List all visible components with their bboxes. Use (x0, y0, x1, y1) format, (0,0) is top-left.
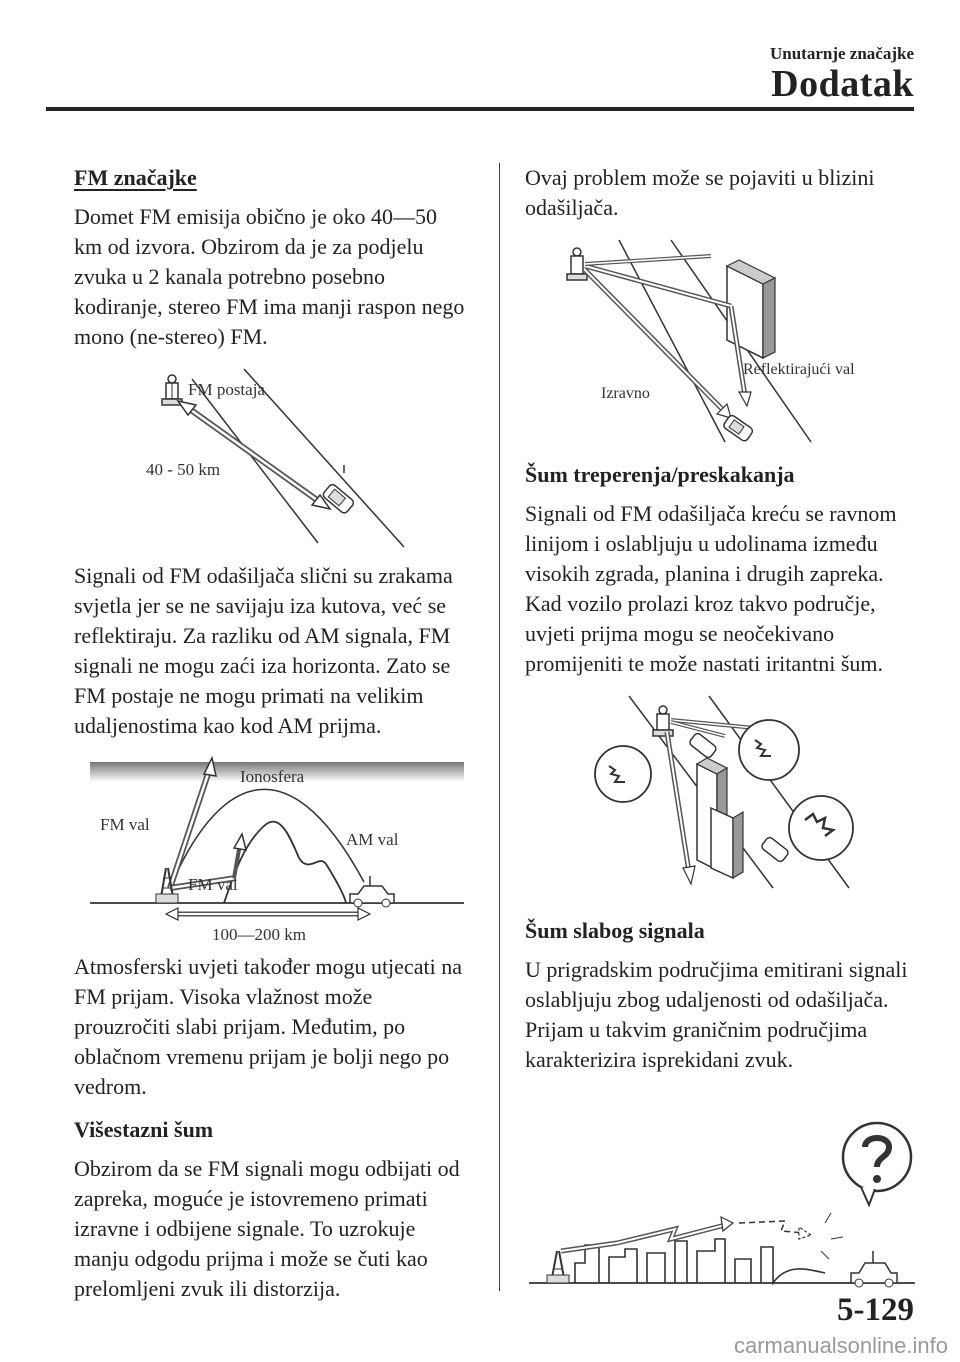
flutter-heading: Šum treperenja/preskakanja (525, 462, 795, 487)
near-transmitter-paragraph: Ovaj problem može se pojaviti u blizini odašiljača. (525, 165, 875, 220)
range-label: 40 - 50 km (146, 460, 221, 479)
am-wave-label: AM val (346, 830, 399, 849)
fm-range-figure (74, 365, 466, 553)
fm-wave-label-2: FM val (188, 875, 238, 894)
right-column (525, 163, 917, 1303)
column-divider (499, 163, 500, 1291)
fm-tower-icon (653, 706, 673, 736)
page-number: 5-129 (837, 1292, 914, 1328)
fm-tower-icon (567, 248, 587, 280)
watermark: carmanualsonline.info (733, 1333, 948, 1358)
fm-heading: FM značajke (74, 165, 197, 190)
header-rule (46, 107, 914, 111)
chapter-title: Dodatak (771, 63, 914, 105)
car-icon (722, 414, 754, 442)
question-bubble-icon (843, 1123, 911, 1205)
distance-label: 100―200 km (212, 925, 306, 944)
building-icon (697, 758, 743, 878)
fm-station-label: FM postaja (188, 380, 265, 399)
left-column (74, 163, 466, 1317)
car-icon (350, 876, 394, 907)
weak-signal-diagram (525, 1113, 917, 1303)
weak-signal-heading: Šum slabog signala (525, 918, 705, 943)
reflected-wave-label: Reflektirajući val (743, 361, 855, 378)
fm-tower-icon (547, 1251, 569, 1283)
car-icon (851, 1251, 897, 1287)
ionosphere-label: Ionosfera (240, 767, 305, 786)
fm-range-diagram (74, 365, 466, 553)
multipath-heading: Višestazni šum (74, 1117, 214, 1142)
flutter-figure (525, 692, 917, 892)
fm-wave-label: FM val (100, 815, 150, 834)
fm-range-paragraph: Domet FM emisija obično je oko 40―50 km od izvora. Obzirom da je za podjelu zvuka u 2 kanala potrebno posebno kodiranje, stereo FM ima manji raspon nego mono (ne-stereo) FM. (74, 204, 465, 349)
multipath-paragraph: Obzirom da se FM signali mogu odbijati od zapreka, moguće je istovremeno primati izravne i odbijene signale. To uzrokuje manju odgodu prijma i može se čuti kao prelomljeni zvuk ili distorzija. (74, 1156, 460, 1301)
car-icon (760, 836, 789, 863)
flutter-paragraph: Signali od FM odašiljača kreću se ravnom linijom i oslabljuju u udolinama između visokih zgrada, planina i drugih zapreka. Kad vozilo prolazi kroz takvo područje, uvjeti prijma mogu se neočekivano promijeniti te može nastati iritantni šum. (525, 501, 897, 676)
weak-signal-figure (525, 1113, 917, 1303)
building-icon (727, 260, 775, 358)
section-title: Unutarnje značajke (769, 44, 914, 63)
direct-wave-label: Izravno (601, 385, 650, 402)
fm-light-paragraph: Signali od FM odašiljača slični su zrakama svjetla jer se ne savijaju iza kutova, već se reflektiraju. Za razliku od AM signala, FM signali ne mogu zaći iza horizonta. Zato se FM postaje ne mogu primati na velikim udaljenostima kao kod AM prijma. (74, 563, 453, 738)
ionosphere-figure (74, 754, 466, 946)
atmosphere-paragraph: Atmosferski uvjeti također mogu utjecati na FM prijam. Visoka vlažnost može prouzročiti slabi prijam. Međutim, po oblačnom vremenu prijam je bolji nego po vedrom. (74, 954, 462, 1099)
flutter-diagram (525, 692, 917, 892)
multipath-diagram (525, 236, 917, 446)
weak-signal-paragraph: U prigradskim područjima emitirani signali oslabljuju zbog udaljenosti od odašiljača. Prijam u takvim graničnim područjima karakterizira isprekidani zvuk. (525, 957, 908, 1072)
multipath-figure (525, 236, 917, 446)
ionosphere-diagram (74, 754, 466, 946)
car-icon (688, 732, 717, 759)
